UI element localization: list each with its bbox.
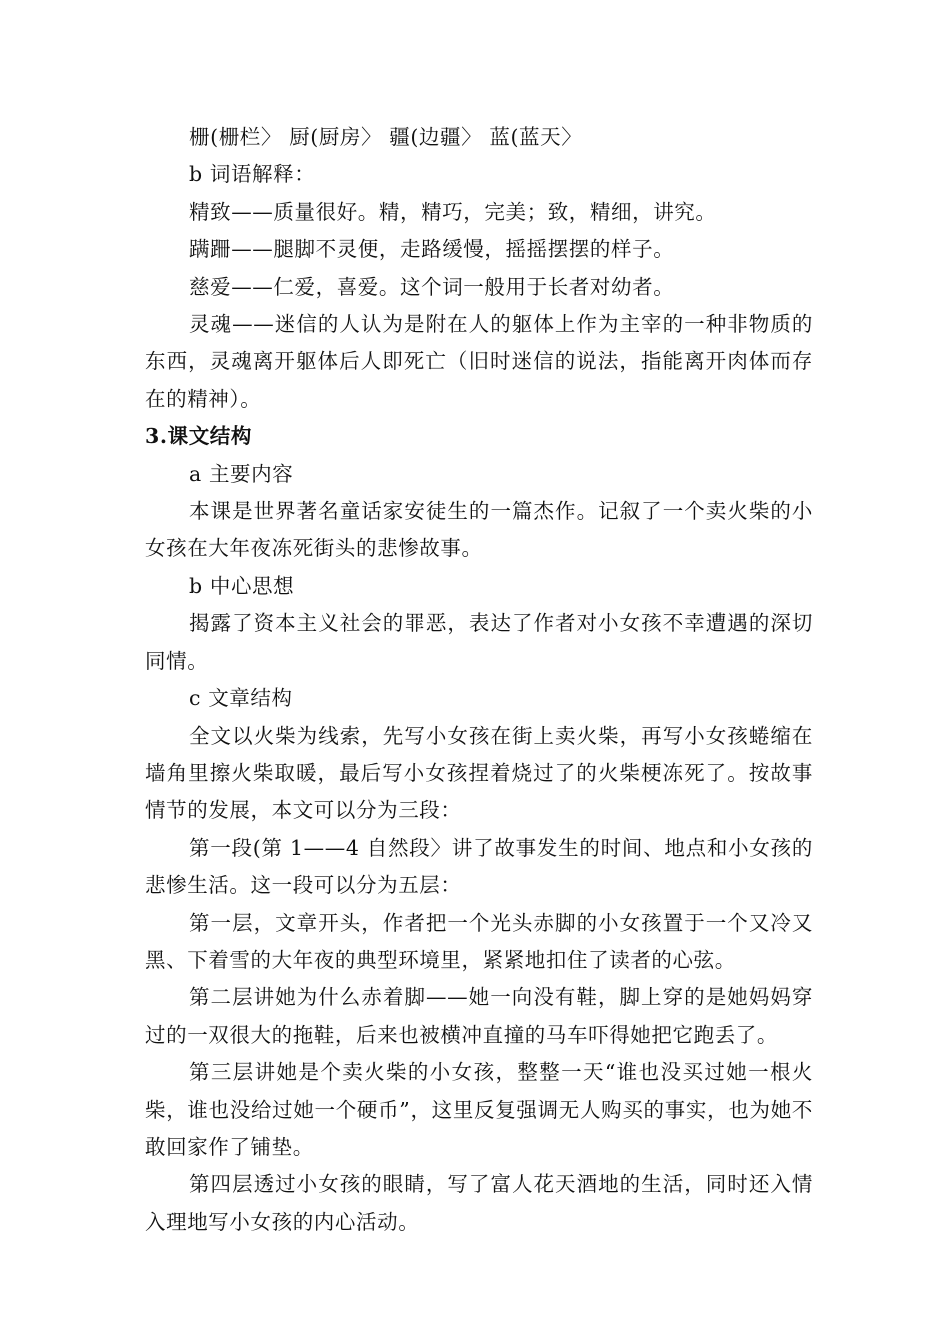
definition-ciai: 慈爱——仁爱，喜爱。这个词一般用于长者对幼者。 xyxy=(189,274,675,299)
paragraph-central-idea: 揭露了资本主义社会的罪恶，表达了作者对小女孩不幸遭遇的深切同情。 xyxy=(145,611,813,673)
section-heading-structure: 3.课文结构 xyxy=(145,424,253,449)
subheading-article-structure: c 文章结构 xyxy=(189,686,293,711)
subheading-word-explanation: b 词语解释： xyxy=(189,162,316,187)
paragraph-layer-three: 第三层讲她是个卖火柴的小女孩，整整一天“谁也没买过她一根火柴，谁也没给过她一个硬币”，这里反复强调无人购买的事实，也为她不敢回家作了铺垫。 xyxy=(145,1060,813,1159)
document-page xyxy=(145,119,813,1241)
subheading-central-idea: b 中心思想 xyxy=(189,573,295,598)
paragraph-main-content: 本课是世界著名童话家安徒生的一篇杰作。记叙了一个卖火柴的小女孩在大年夜冻死街头的悲惨故事。 xyxy=(145,499,813,561)
paragraph-layer-four: 第四层透过小女孩的眼睛，写了富人花天酒地的生活，同时还入情入理地写小女孩的内心活动。 xyxy=(145,1172,813,1234)
paragraph-section-one: 第一段(第 1——4 自然段〉讲了故事发生的时间、地点和小女孩的悲惨生活。这一段可以分为五层： xyxy=(145,835,813,898)
paragraph-article-structure: 全文以火柴为线索，先写小女孩在街上卖火柴，再写小女孩蜷缩在墙角里擦火柴取暖，最后写小女孩捏着烧过了的火柴梗冻死了。按故事情节的发展，本文可以分为三段： xyxy=(145,723,813,823)
definition-panshan: 蹒跚——腿脚不灵便，走路缓慢，摇摇摆摆的样子。 xyxy=(189,237,675,262)
paragraph-word-list: 栅(栅栏〉 厨(厨房〉 疆(边疆〉 蓝(蓝天〉 xyxy=(189,125,583,149)
paragraph-layer-two: 第二层讲她为什么赤着脚——她一向没有鞋，脚上穿的是她妈妈穿过的一双很大的拖鞋，后来也被横冲直撞的马车吓得她把它跑丢了。 xyxy=(145,985,813,1047)
paragraph-layer-one: 第一层，文章开头，作者把一个光头赤脚的小女孩置于一个又冷又黑、下着雪的大年夜的典型环境里，紧紧地扣住了读者的心弦。 xyxy=(145,910,813,972)
definition-linghun: 灵魂——迷信的人认为是附在人的躯体上作为主宰的一种非物质的东西，灵魂离开躯体后人即死亡（旧时迷信的说法，指能离开肉体而存在的精神）。 xyxy=(145,312,813,411)
definition-jingzhi: 精致——质量很好。精，精巧，完美；致，精细，讲究。 xyxy=(189,199,717,224)
subheading-main-content: a 主要内容 xyxy=(189,461,294,486)
